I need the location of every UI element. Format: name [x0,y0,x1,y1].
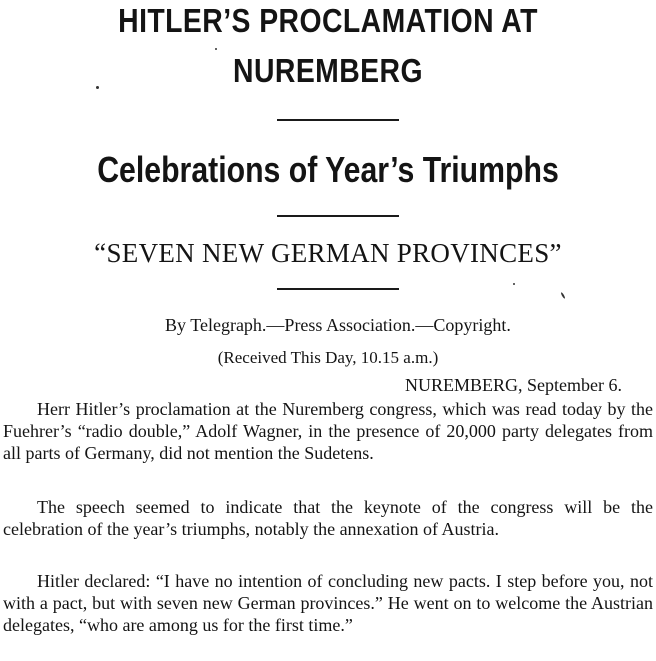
divider-rule [277,215,399,217]
deck-heading: “SEVEN NEW GERMAN PROVINCES” [94,238,562,268]
headline-line-1: HITLER’S PROCLAMATION AT [118,2,538,39]
divider-rule [277,288,399,290]
subheadline: Celebrations of Year’s Triumphs [97,149,559,190]
print-speck [513,283,515,285]
headline-line-2: NUREMBERG [233,52,423,89]
divider-rule [277,119,399,121]
paragraph-text: Herr Hitler’s proclamation at the Nuremberg congress, which was read today by the Fuehrer’s “radio double,” Adolf Wagner, in the presence of 20,000 party delegates from all parts of Germany, did not mention the Sudetens. [3,399,653,463]
article-paragraph-1 [3,398,653,464]
dateline: NUREMBERG, September 6. [405,375,622,395]
print-speck [215,48,217,50]
byline: By Telegraph.—Press Association.—Copyright. [165,315,511,335]
paragraph-text: The speech seemed to indicate that the keynote of the congress will be the celebration of the year’s triumphs, notably the annexation of Austria. [3,497,653,539]
print-speck [96,86,99,89]
article-paragraph-2 [3,496,653,540]
article-paragraph-3 [3,570,653,636]
received-note: (Received This Day, 10.15 a.m.) [217,348,439,367]
paragraph-text: Hitler declared: “I have no intention of concluding new pacts. I step before you, not with a pact, but with seven new German provinces.” He went on to welcome the Austrian delegates, “who are among us for the first time.” [3,571,653,635]
print-speck [560,292,565,299]
